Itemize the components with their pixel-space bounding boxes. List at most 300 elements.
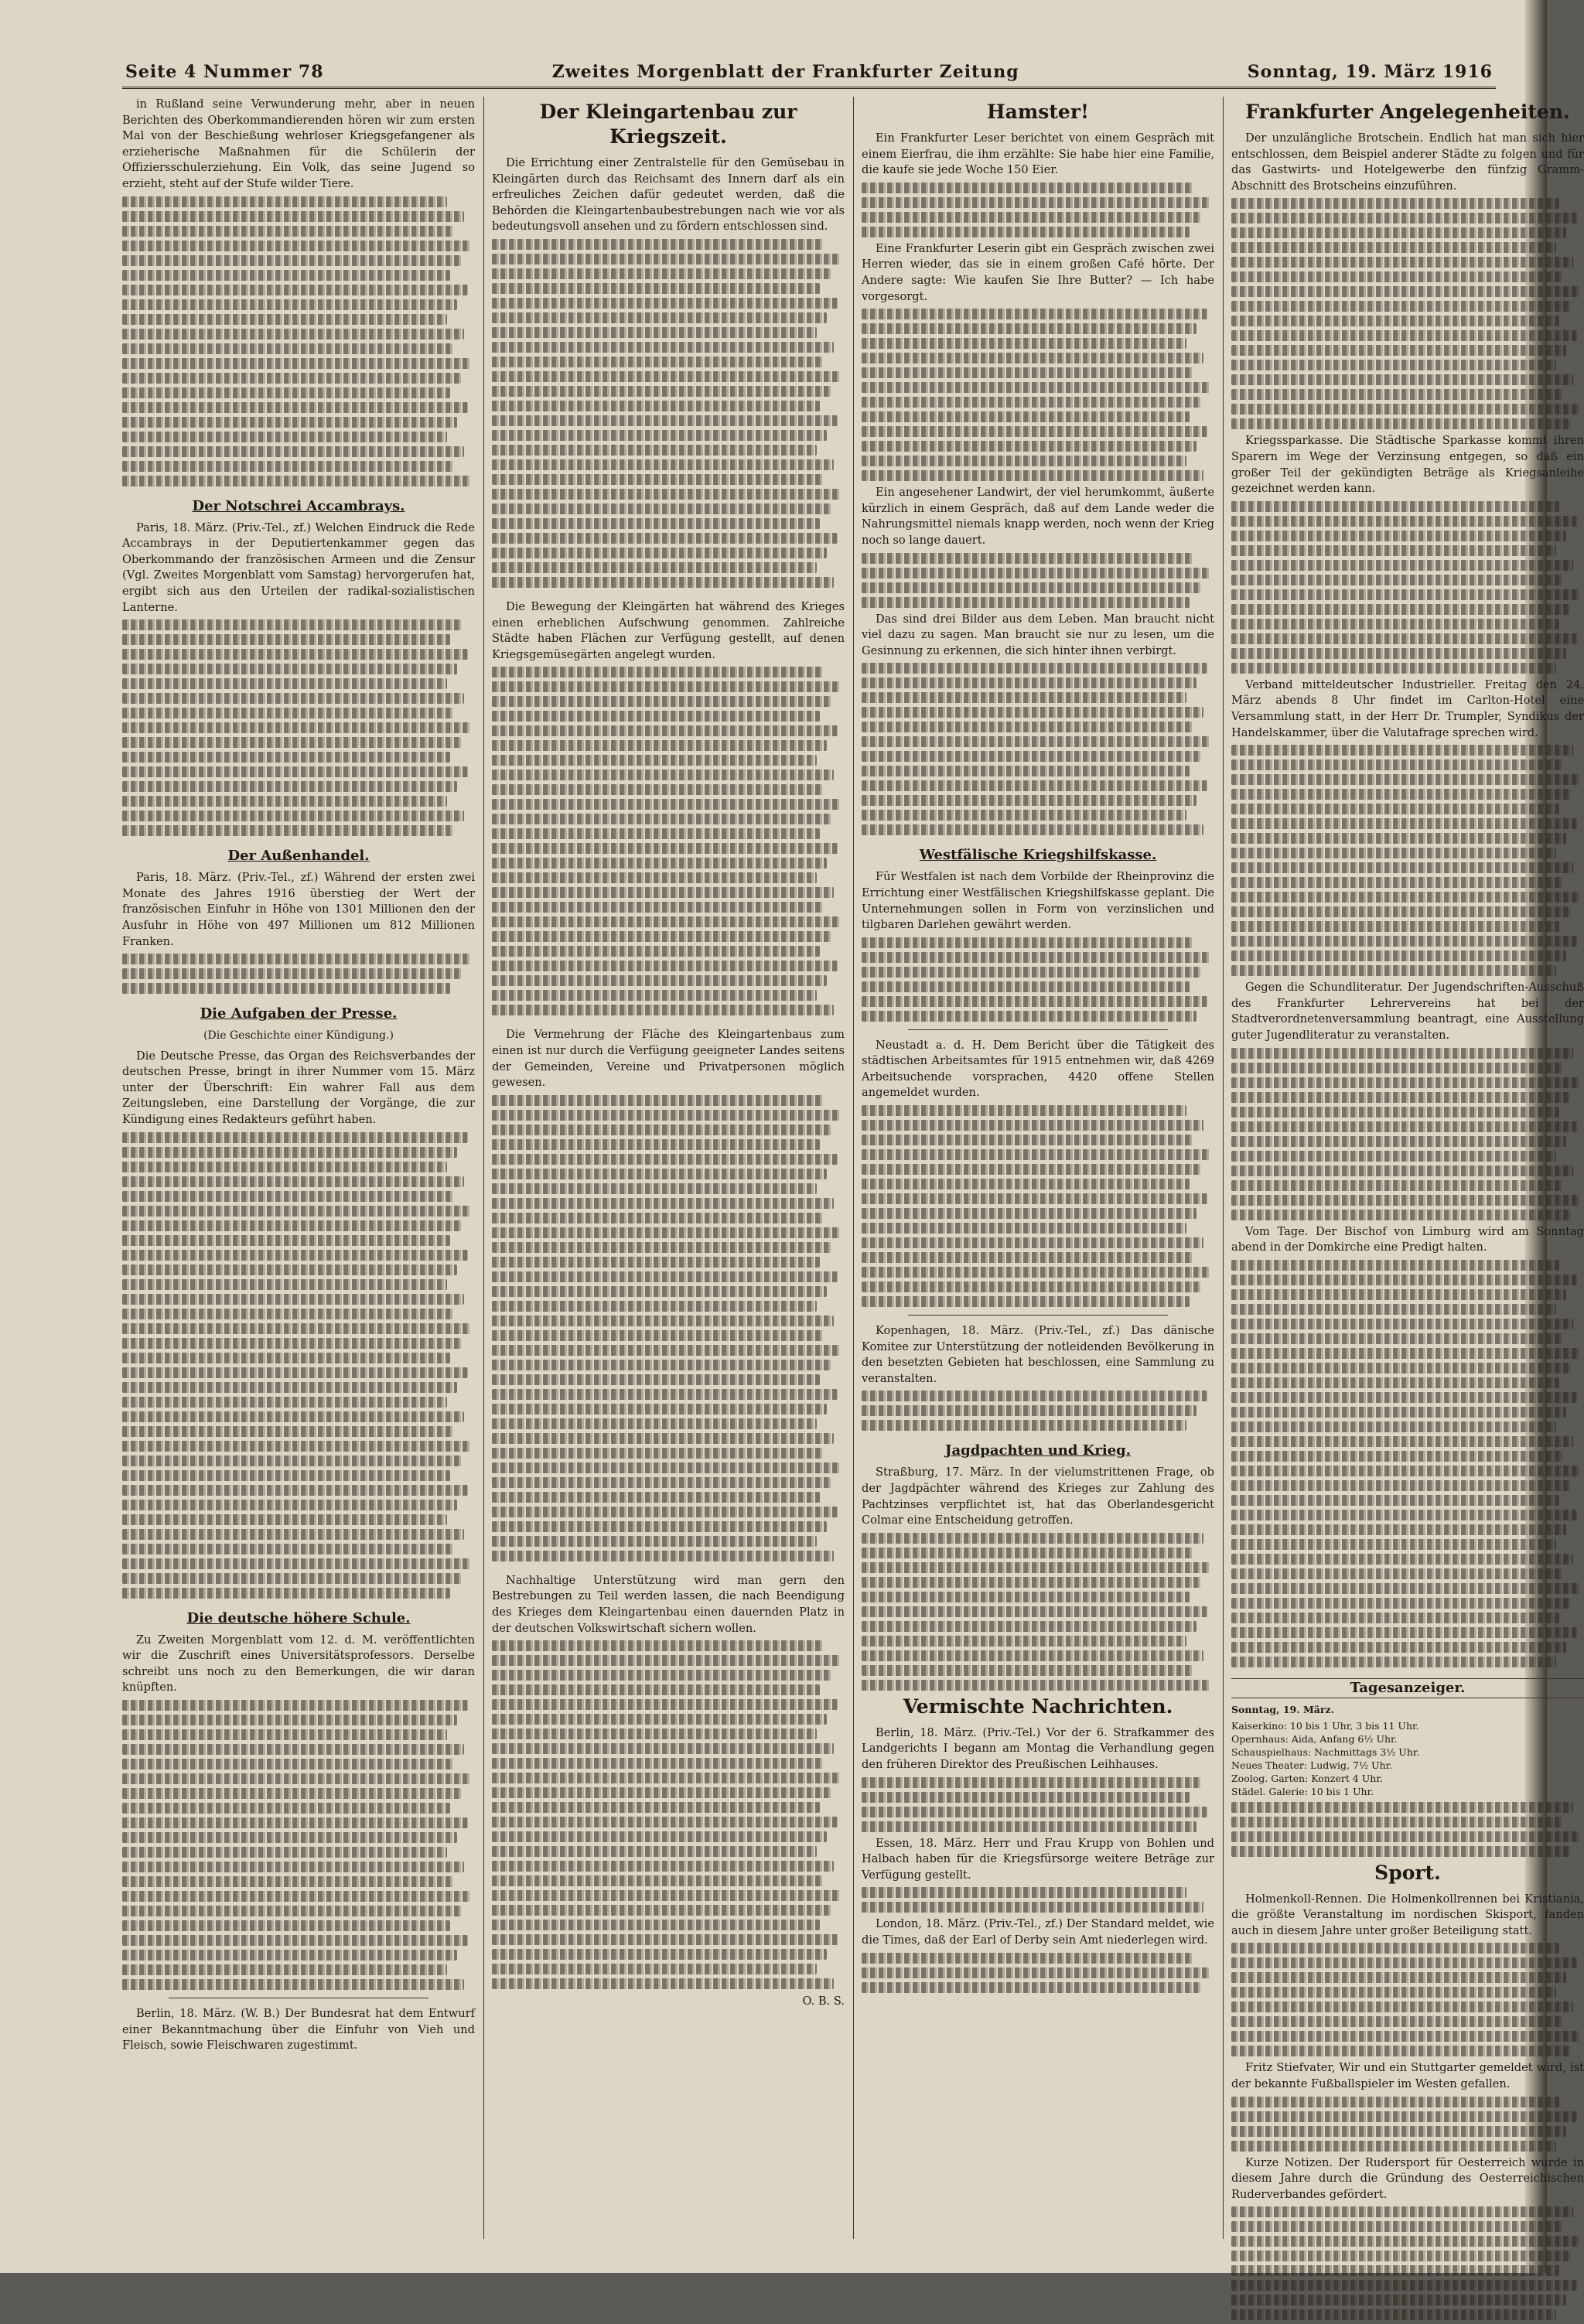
text-line-filler bbox=[122, 226, 454, 237]
text-line-filler bbox=[492, 1301, 817, 1312]
text-line-filler bbox=[1231, 633, 1577, 644]
agenda-item: Neues Theater: Ludwig, 7½ Uhr. bbox=[1231, 1759, 1393, 1771]
text-line-filler bbox=[122, 1817, 468, 1828]
agenda-date: Sonntag, 19. März. bbox=[1231, 1703, 1334, 1715]
text-line-filler bbox=[122, 1191, 454, 1202]
text-line-filler bbox=[1231, 1802, 1573, 1813]
article-heading: Der Notschrei Accambrays. bbox=[192, 497, 405, 514]
text-line-filler bbox=[492, 946, 820, 957]
text-line-filler bbox=[492, 327, 817, 338]
text-line-filler bbox=[862, 677, 1197, 688]
text-line-filler bbox=[862, 952, 1210, 963]
text-line-filler bbox=[122, 1294, 464, 1305]
text-line-filler bbox=[122, 1235, 450, 1246]
article-heading: Tagesanzeiger. bbox=[1231, 1678, 1584, 1698]
text-line-filler bbox=[492, 342, 834, 353]
text-line-filler bbox=[1231, 213, 1577, 224]
text-line-filler bbox=[492, 1374, 820, 1385]
text-line-filler bbox=[862, 1953, 1193, 1964]
text-line-filler bbox=[1231, 1495, 1559, 1506]
text-line-filler bbox=[122, 1700, 468, 1711]
text-line-filler bbox=[862, 1135, 1193, 1145]
text-line-filler bbox=[122, 1455, 461, 1466]
text-line-filler bbox=[1231, 833, 1566, 844]
text-line-filler bbox=[862, 456, 1186, 466]
text-line-filler bbox=[1231, 1436, 1573, 1447]
text-line-filler bbox=[492, 1330, 824, 1341]
text-line-filler bbox=[1231, 301, 1570, 312]
text-line-filler bbox=[862, 722, 1193, 732]
text-line-filler bbox=[1231, 2097, 1559, 2107]
text-line-filler bbox=[492, 386, 831, 397]
article-heading: Die deutsche höhere Schule. bbox=[186, 1609, 411, 1626]
text-line-filler bbox=[1231, 316, 1559, 326]
text-line-filler bbox=[862, 751, 1200, 762]
text-line-filler bbox=[1231, 2236, 1580, 2247]
text-line-filler bbox=[492, 298, 838, 309]
text-line-filler bbox=[1231, 2031, 1580, 2042]
text-line-filler bbox=[1231, 198, 1559, 209]
column-4 bbox=[1231, 97, 1584, 2324]
text-line-filler bbox=[492, 1345, 841, 1356]
text-line-filler bbox=[862, 780, 1207, 791]
text-line-filler bbox=[862, 470, 1203, 481]
text-line-filler bbox=[1231, 2309, 1556, 2320]
text-line-filler bbox=[492, 1787, 831, 1798]
text-line-filler bbox=[122, 781, 457, 792]
text-line-filler bbox=[862, 1577, 1200, 1588]
text-line-filler bbox=[122, 432, 447, 442]
text-line-filler bbox=[492, 1404, 827, 1415]
text-line-filler bbox=[862, 1967, 1210, 1978]
text-line-filler bbox=[862, 309, 1207, 319]
text-line-filler bbox=[1231, 774, 1580, 785]
text-line-filler bbox=[1231, 906, 1570, 917]
text-line-filler bbox=[1231, 2280, 1577, 2291]
text-line-filler bbox=[122, 1803, 450, 1814]
text-line-filler bbox=[1231, 1195, 1580, 1206]
text-line-filler bbox=[122, 722, 471, 733]
text-line-filler bbox=[862, 1777, 1200, 1788]
issue-date: Sonntag, 19. März 1916 bbox=[1247, 62, 1493, 82]
text-line-filler bbox=[862, 397, 1200, 408]
text-line-filler bbox=[862, 1223, 1186, 1234]
text-line-filler bbox=[492, 1005, 834, 1015]
text-line-filler bbox=[492, 533, 838, 544]
text-line-filler bbox=[492, 902, 824, 913]
text-line-filler bbox=[1231, 1275, 1577, 1285]
text-line-filler bbox=[492, 445, 817, 456]
text-line-filler bbox=[122, 1906, 461, 1916]
article-text: Für Westfalen ist nach dem Vorbilde der Rheinprovinz die Errichtung einer Westfälischen Kriegshilfskasse geplant. Die Unternehmungen sollen in Form von verzinslichen und tilgbaren Darlehen gewährt werden. bbox=[862, 870, 1214, 932]
text-line-filler bbox=[1231, 2265, 1559, 2276]
text-line-filler bbox=[1231, 1972, 1566, 1983]
text-line-filler bbox=[122, 737, 461, 748]
text-line-filler bbox=[862, 1807, 1207, 1817]
text-line-filler bbox=[492, 1861, 834, 1872]
article-text: Kurze Notizen. Der Rudersport für Oesterreich wurde in diesem Jahre durch die Gründung des Oesterreichischen Ruderverbandes gefördert. bbox=[1231, 2155, 1584, 2201]
text-line-filler bbox=[492, 577, 834, 588]
text-line-filler bbox=[492, 312, 827, 323]
text-line-filler bbox=[1231, 1092, 1570, 1103]
text-line-filler bbox=[862, 553, 1193, 564]
text-line-filler bbox=[492, 1154, 838, 1165]
text-line-filler bbox=[492, 1477, 831, 1488]
text-line-filler bbox=[492, 459, 834, 470]
text-line-filler bbox=[862, 1149, 1210, 1160]
text-line-filler bbox=[862, 996, 1207, 1007]
text-line-filler bbox=[1231, 936, 1577, 947]
column-grid bbox=[122, 97, 1584, 2239]
text-line-filler bbox=[1231, 1151, 1556, 1162]
text-line-filler bbox=[1231, 619, 1559, 630]
text-line-filler bbox=[1231, 1407, 1566, 1418]
text-line-filler bbox=[862, 212, 1200, 223]
text-line-filler bbox=[122, 1964, 447, 1975]
text-line-filler bbox=[122, 1279, 447, 1290]
article-text: Die Deutsche Presse, das Organ des Reichsverbandes der deutschen Presse, bringt in ihrer Nummer vom 15. März unter der Überschrift: Ein wahrer Fall aus dem Zeitungsleben, eine Darstellung der Vorgänge, die zur Kündigung eines Redakteurs geführt haben. bbox=[122, 1049, 475, 1127]
article-text: Ein angesehener Landwirt, der viel herumkommt, äußerte kürzlich in einem Gespräch, daß auf dem Lande weder die Nahrungsmittel niemals knapp werden, noch wenn der Krieg noch so lange dauert. bbox=[862, 486, 1214, 547]
text-line-filler bbox=[492, 784, 824, 795]
text-line-filler bbox=[492, 1934, 838, 1945]
text-line-filler bbox=[1231, 360, 1556, 370]
text-line-filler bbox=[1231, 345, 1566, 356]
text-line-filler bbox=[492, 1448, 824, 1459]
text-line-filler bbox=[122, 1862, 464, 1872]
text-line-filler bbox=[1231, 1987, 1556, 1998]
text-line-filler bbox=[862, 1267, 1210, 1278]
column-rule bbox=[853, 97, 854, 2239]
article-heading: Frankfurter Angelegenheiten. bbox=[1245, 101, 1570, 123]
text-line-filler bbox=[1231, 804, 1559, 814]
article-text: Zu Zweiten Morgenblatt vom 12. d. M. veröffentlichten wir die Zuschrift eines Universitätsprofessors. Derselbe schreibt uns noch zu den Bemerkungen, die wir daran knüpften. bbox=[122, 1633, 475, 1694]
text-line-filler bbox=[1231, 892, 1580, 903]
text-line-filler bbox=[492, 961, 838, 971]
text-line-filler bbox=[492, 562, 817, 573]
text-line-filler bbox=[122, 1529, 464, 1540]
article-text: Vom Tage. Der Bischof von Limburg wird am Sonntag abend in der Domkirche eine Predigt halten. bbox=[1231, 1224, 1584, 1254]
article-text: Berlin, 18. März. (W. B.) Der Bundesrat hat dem Entwurf einer Bekanntmachung über die Einfuhr von Vieh und Fleisch, sowie Fleischwaren zugestimmt. bbox=[122, 2007, 475, 2053]
text-line-filler bbox=[492, 1462, 841, 1473]
text-line-filler bbox=[1231, 2016, 1563, 2027]
text-line-filler bbox=[862, 1281, 1200, 1292]
text-line-filler bbox=[1231, 1363, 1570, 1374]
text-line-filler bbox=[492, 1286, 827, 1297]
text-line-filler bbox=[122, 1832, 457, 1843]
text-line-filler bbox=[122, 968, 461, 979]
text-line-filler bbox=[492, 1139, 820, 1150]
text-line-filler bbox=[862, 1592, 1190, 1602]
text-line-filler bbox=[1231, 2002, 1573, 2012]
article-text: Die Bewegung der Kleingärten hat während des Krieges einen erheblichen Aufschwung genommen. Zahlreiche Städte haben Flächen zur Verfügung gestellt, auf denen Kriegsgemüsegärten angelegt wurden. bbox=[492, 599, 845, 661]
article-text: Holmenkoll-Rennen. Die Holmenkollrennen bei Kristiania, die größte Veranstaltung im nordischen Skisport, fanden auch in diesem Jahre unter großer Beteiligung statt. bbox=[1231, 1892, 1584, 1937]
text-line-filler bbox=[492, 401, 820, 411]
text-line-filler bbox=[492, 1978, 834, 1989]
text-line-filler bbox=[122, 476, 471, 486]
text-line-filler bbox=[1231, 1077, 1580, 1088]
text-line-filler bbox=[492, 770, 834, 780]
text-line-filler bbox=[1231, 2111, 1577, 2122]
text-line-filler bbox=[1231, 227, 1566, 238]
text-line-filler bbox=[1231, 1539, 1556, 1550]
agenda-item: Kaiserkino: 10 bis 1 Uhr, 3 bis 11 Uhr. bbox=[1231, 1719, 1419, 1732]
text-line-filler bbox=[122, 387, 450, 398]
text-line-filler bbox=[122, 1470, 450, 1481]
text-line-filler bbox=[122, 796, 447, 807]
column-2 bbox=[492, 97, 845, 2324]
article-text: London, 18. März. (Priv.-Tel., zf.) Der Standard meldet, wie die Times, daß der Earl of Derby sein Amt niederlegen wird. bbox=[862, 1917, 1214, 1947]
text-line-filler bbox=[122, 1338, 461, 1349]
text-line-filler bbox=[122, 1323, 471, 1334]
text-line-filler bbox=[1231, 330, 1577, 341]
article-subheading: (Die Geschichte einer Kündigung.) bbox=[203, 1029, 394, 1043]
text-line-filler bbox=[1231, 663, 1556, 674]
text-line-filler bbox=[492, 1875, 824, 1886]
text-line-filler bbox=[122, 461, 454, 472]
text-line-filler bbox=[122, 1162, 447, 1172]
text-line-filler bbox=[492, 1316, 834, 1326]
text-line-filler bbox=[492, 1389, 838, 1400]
text-line-filler bbox=[862, 1606, 1207, 1617]
text-line-filler bbox=[492, 1817, 838, 1827]
article-text: Gegen die Schundliteratur. Der Jugendschriften-Ausschuß des Frankfurter Lehrervereins hat bei der Stadtverordnetenversammlung beantragt, eine Ausstellung guter Jugendliteratur zu veranstalten. bbox=[1231, 981, 1584, 1042]
text-line-filler bbox=[492, 1802, 820, 1813]
text-line-filler bbox=[122, 1441, 471, 1452]
text-line-filler bbox=[492, 843, 838, 854]
text-line-filler bbox=[492, 1257, 820, 1268]
text-line-filler bbox=[1231, 389, 1563, 400]
text-line-filler bbox=[122, 1426, 454, 1437]
text-line-filler bbox=[492, 740, 827, 751]
text-line-filler bbox=[862, 323, 1197, 334]
text-line-filler bbox=[862, 338, 1186, 349]
text-line-filler bbox=[1231, 1846, 1570, 1857]
text-line-filler bbox=[1231, 1210, 1570, 1220]
text-line-filler bbox=[862, 411, 1190, 422]
text-line-filler bbox=[862, 426, 1207, 437]
text-line-filler bbox=[492, 474, 824, 485]
text-line-filler bbox=[862, 1821, 1197, 1832]
text-line-filler bbox=[122, 649, 468, 660]
text-line-filler bbox=[122, 1788, 461, 1799]
text-line-filler bbox=[492, 371, 841, 382]
article-heading: Hamster! bbox=[987, 101, 1089, 123]
text-line-filler bbox=[122, 752, 450, 763]
text-line-filler bbox=[862, 1792, 1190, 1803]
text-line-filler bbox=[862, 795, 1197, 806]
text-line-filler bbox=[492, 1714, 827, 1725]
text-line-filler bbox=[1231, 1180, 1563, 1191]
text-line-filler bbox=[492, 1418, 817, 1429]
text-line-filler bbox=[492, 1831, 827, 1842]
text-line-filler bbox=[1231, 1348, 1580, 1359]
text-line-filler bbox=[492, 1521, 827, 1532]
text-line-filler bbox=[492, 755, 817, 766]
text-line-filler bbox=[492, 1110, 841, 1121]
text-line-filler bbox=[122, 1891, 471, 1902]
text-line-filler bbox=[492, 1536, 817, 1547]
text-line-filler bbox=[862, 597, 1190, 608]
article-text: Der unzulängliche Brotschein. Endlich hat man sich hier entschlossen, dem Beispiel anderer Städte zu folgen und für das Gastwirts- und Hotelgewerbe den fünfzig Gramm-Abschnitt des Brotscheins einzuführen. bbox=[1231, 131, 1584, 193]
text-line-filler bbox=[122, 1876, 454, 1887]
text-line-filler bbox=[1231, 1817, 1563, 1827]
text-line-filler bbox=[1231, 759, 1563, 770]
article-heading: Die Aufgaben der Presse. bbox=[200, 1005, 398, 1022]
text-line-filler bbox=[1231, 965, 1556, 976]
text-line-filler bbox=[492, 430, 827, 441]
article-text: Ein Frankfurter Leser berichtet von einem Gespräch mit einem Eierfrau, die ihm erzählte: Sie habe hier eine Familie, die kaufe sie jede Woche 150 Eier. bbox=[862, 131, 1214, 177]
text-line-filler bbox=[122, 1544, 454, 1554]
text-line-filler bbox=[492, 1183, 817, 1194]
text-line-filler bbox=[1231, 2295, 1566, 2305]
text-line-filler bbox=[122, 825, 454, 836]
text-line-filler bbox=[122, 1920, 450, 1931]
text-line-filler bbox=[862, 663, 1207, 674]
text-line-filler bbox=[492, 931, 831, 942]
column-1 bbox=[122, 97, 475, 2324]
text-line-filler bbox=[122, 1514, 447, 1525]
text-line-filler bbox=[862, 1680, 1210, 1691]
text-line-filler bbox=[1231, 950, 1566, 961]
text-line-filler bbox=[862, 692, 1186, 703]
text-line-filler bbox=[1231, 404, 1580, 415]
text-line-filler bbox=[122, 1588, 450, 1599]
text-line-filler bbox=[1231, 560, 1573, 571]
text-line-filler bbox=[492, 489, 841, 500]
text-line-filler bbox=[122, 343, 454, 354]
text-line-filler bbox=[862, 1391, 1207, 1401]
article-text: Verband mitteldeutscher Industrieller. Freitag den 24. März abends 8 Uhr findet im Carlton-Hotel eine Versammlung statt, in der Herr Dr. Trumpler, Syndikus der Handelskammer, über die Valutafrage sprechen wird. bbox=[1231, 677, 1584, 739]
text-line-filler bbox=[1231, 374, 1573, 385]
text-line-filler bbox=[1231, 1598, 1570, 1609]
text-line-filler bbox=[122, 1367, 468, 1378]
text-line-filler bbox=[862, 1665, 1193, 1676]
text-line-filler bbox=[492, 975, 827, 986]
text-line-filler bbox=[862, 967, 1200, 978]
article-text: Die Errichtung einer Zentralstelle für den Gemüsebau in Kleingärten durch das Reichsamt des Innern darf als ein erfreuliches Zeichen dafür gedeutet werden, daß die Behörden die Kleingartenbaubestrebungen nach wie vor als bedeutungsvoll ansehen und zu fördern entschlossen sind. bbox=[492, 156, 845, 234]
text-line-filler bbox=[492, 357, 824, 367]
text-line-filler bbox=[1231, 2126, 1566, 2137]
page-number-label: Seite 4 Nummer 78 bbox=[125, 62, 324, 82]
text-line-filler bbox=[1231, 789, 1570, 800]
text-line-filler bbox=[862, 353, 1203, 363]
text-line-filler bbox=[862, 568, 1210, 578]
text-line-filler bbox=[1231, 1943, 1559, 1954]
text-line-filler bbox=[492, 696, 831, 707]
text-line-filler bbox=[492, 990, 817, 1001]
column-rule bbox=[1223, 97, 1224, 2239]
text-line-filler bbox=[1231, 286, 1580, 297]
text-line-filler bbox=[862, 981, 1190, 992]
article-text: Fritz Stiefvater, Wir und ein Stuttgarter gemeldet wird, ist der bekannte Fußballspieler im Westen gefallen. bbox=[1231, 2061, 1584, 2091]
text-line-filler bbox=[492, 1360, 831, 1370]
article-text: Essen, 18. März. Herr und Frau Krupp von Bohlen und Halbach haben für die Kriegsfürsorge weitere Beträge zur Verfügung gestellt. bbox=[862, 1836, 1214, 1882]
text-line-filler bbox=[492, 872, 817, 883]
text-line-filler bbox=[1231, 848, 1556, 858]
text-line-filler bbox=[492, 814, 831, 824]
text-line-filler bbox=[862, 1887, 1186, 1898]
article-heading: Jagdpachten und Krieg. bbox=[944, 1442, 1132, 1459]
text-line-filler bbox=[122, 954, 471, 964]
text-line-filler bbox=[492, 1670, 831, 1681]
text-line-filler bbox=[122, 693, 464, 704]
text-line-filler bbox=[1231, 2141, 1556, 2152]
text-line-filler bbox=[122, 1729, 447, 1740]
text-line-filler bbox=[1231, 1392, 1577, 1403]
text-line-filler bbox=[1231, 271, 1563, 282]
text-line-filler bbox=[122, 255, 461, 266]
text-line-filler bbox=[122, 634, 450, 645]
text-line-filler bbox=[862, 1982, 1200, 1993]
agenda-item: Schauspielhaus: Nachmittags 3½ Uhr. bbox=[1231, 1746, 1420, 1758]
text-line-filler bbox=[862, 707, 1203, 718]
text-line-filler bbox=[862, 197, 1210, 208]
text-line-filler bbox=[1231, 2046, 1570, 2056]
text-line-filler bbox=[492, 1846, 817, 1857]
text-line-filler bbox=[862, 1533, 1203, 1544]
text-line-filler bbox=[492, 1169, 827, 1179]
text-line-filler bbox=[862, 441, 1197, 452]
text-line-filler bbox=[1231, 2221, 1563, 2232]
text-line-filler bbox=[1231, 1289, 1566, 1300]
article-text: Das sind drei Bilder aus dem Leben. Man braucht nicht viel dazu zu sagen. Man braucht sie nur zu lesen, um die Gesinnung zu erkennen, die sich hinter ihnen verbirgt. bbox=[862, 612, 1214, 657]
text-line-filler bbox=[492, 1743, 834, 1754]
text-line-filler bbox=[122, 1411, 464, 1422]
text-line-filler bbox=[492, 681, 841, 692]
text-line-filler bbox=[862, 1405, 1197, 1416]
text-line-filler bbox=[122, 664, 457, 674]
text-line-filler bbox=[122, 1500, 457, 1510]
text-line-filler bbox=[1231, 1165, 1573, 1176]
text-line-filler bbox=[1231, 1377, 1559, 1388]
page-header bbox=[122, 62, 1496, 89]
article-text: Paris, 18. März. (Priv.-Tel., zf.) Während der ersten zwei Monate des Jahres 1916 überstieg der Wert der französischen Einfuhr in Höhe von 1301 Millionen den der Ausfuhr in Höhe von 497 Millionen um 812 Millionen Franken. bbox=[122, 871, 475, 948]
text-line-filler bbox=[862, 1296, 1190, 1307]
text-line-filler bbox=[492, 1655, 841, 1666]
text-line-filler bbox=[1231, 1333, 1563, 1344]
text-line-filler bbox=[122, 1950, 457, 1961]
text-line-filler bbox=[862, 1164, 1200, 1175]
text-line-filler bbox=[1231, 516, 1577, 527]
text-line-filler bbox=[1231, 1957, 1577, 1968]
article-text: Neustadt a. d. H. Dem Bericht über die Tätigkeit des städtischen Arbeitsamtes für 1915 entnehmen wir, daß 4269 Arbeitsuchende vorsprachen, 4420 offene Stellen angemeldet wurden. bbox=[862, 1038, 1214, 1100]
text-line-filler bbox=[492, 1640, 824, 1651]
text-line-filler bbox=[862, 1548, 1193, 1558]
text-line-filler bbox=[122, 1264, 457, 1275]
text-line-filler bbox=[1231, 531, 1566, 541]
text-line-filler bbox=[862, 736, 1210, 747]
text-line-filler bbox=[122, 1715, 457, 1725]
article-heading: Der Kleingartenbau zur Kriegszeit. bbox=[539, 101, 797, 148]
text-line-filler bbox=[122, 1773, 471, 1784]
text-line-filler bbox=[492, 268, 831, 279]
text-line-filler bbox=[492, 1758, 824, 1769]
text-line-filler bbox=[122, 766, 468, 777]
text-line-filler bbox=[492, 1964, 817, 1974]
text-line-filler bbox=[1231, 921, 1559, 932]
text-line-filler bbox=[122, 1558, 471, 1569]
text-line-filler bbox=[862, 1420, 1186, 1431]
text-line-filler bbox=[122, 1979, 464, 1990]
agenda-item: Zoolog. Garten: Konzert 4 Uhr. bbox=[1231, 1772, 1383, 1784]
text-line-filler bbox=[862, 1902, 1203, 1913]
text-line-filler bbox=[492, 518, 820, 529]
text-line-filler bbox=[862, 227, 1190, 237]
text-line-filler bbox=[492, 1949, 827, 1960]
article-text: in Rußland seine Verwunderung mehr, aber in neuen Berichten des Oberkommandierenden hören wir zum ersten Mal von der Beschießung wehrloser Kriegsgefangener als erzieherische Maßnahmen für die Schülerin der Offiziersschulerziehung. Ein Volk, das seine Jugend so erzieht, steht auf der Stufe wilder Tiere. bbox=[122, 97, 475, 190]
text-line-filler bbox=[122, 1250, 468, 1261]
text-line-filler bbox=[492, 1227, 841, 1238]
